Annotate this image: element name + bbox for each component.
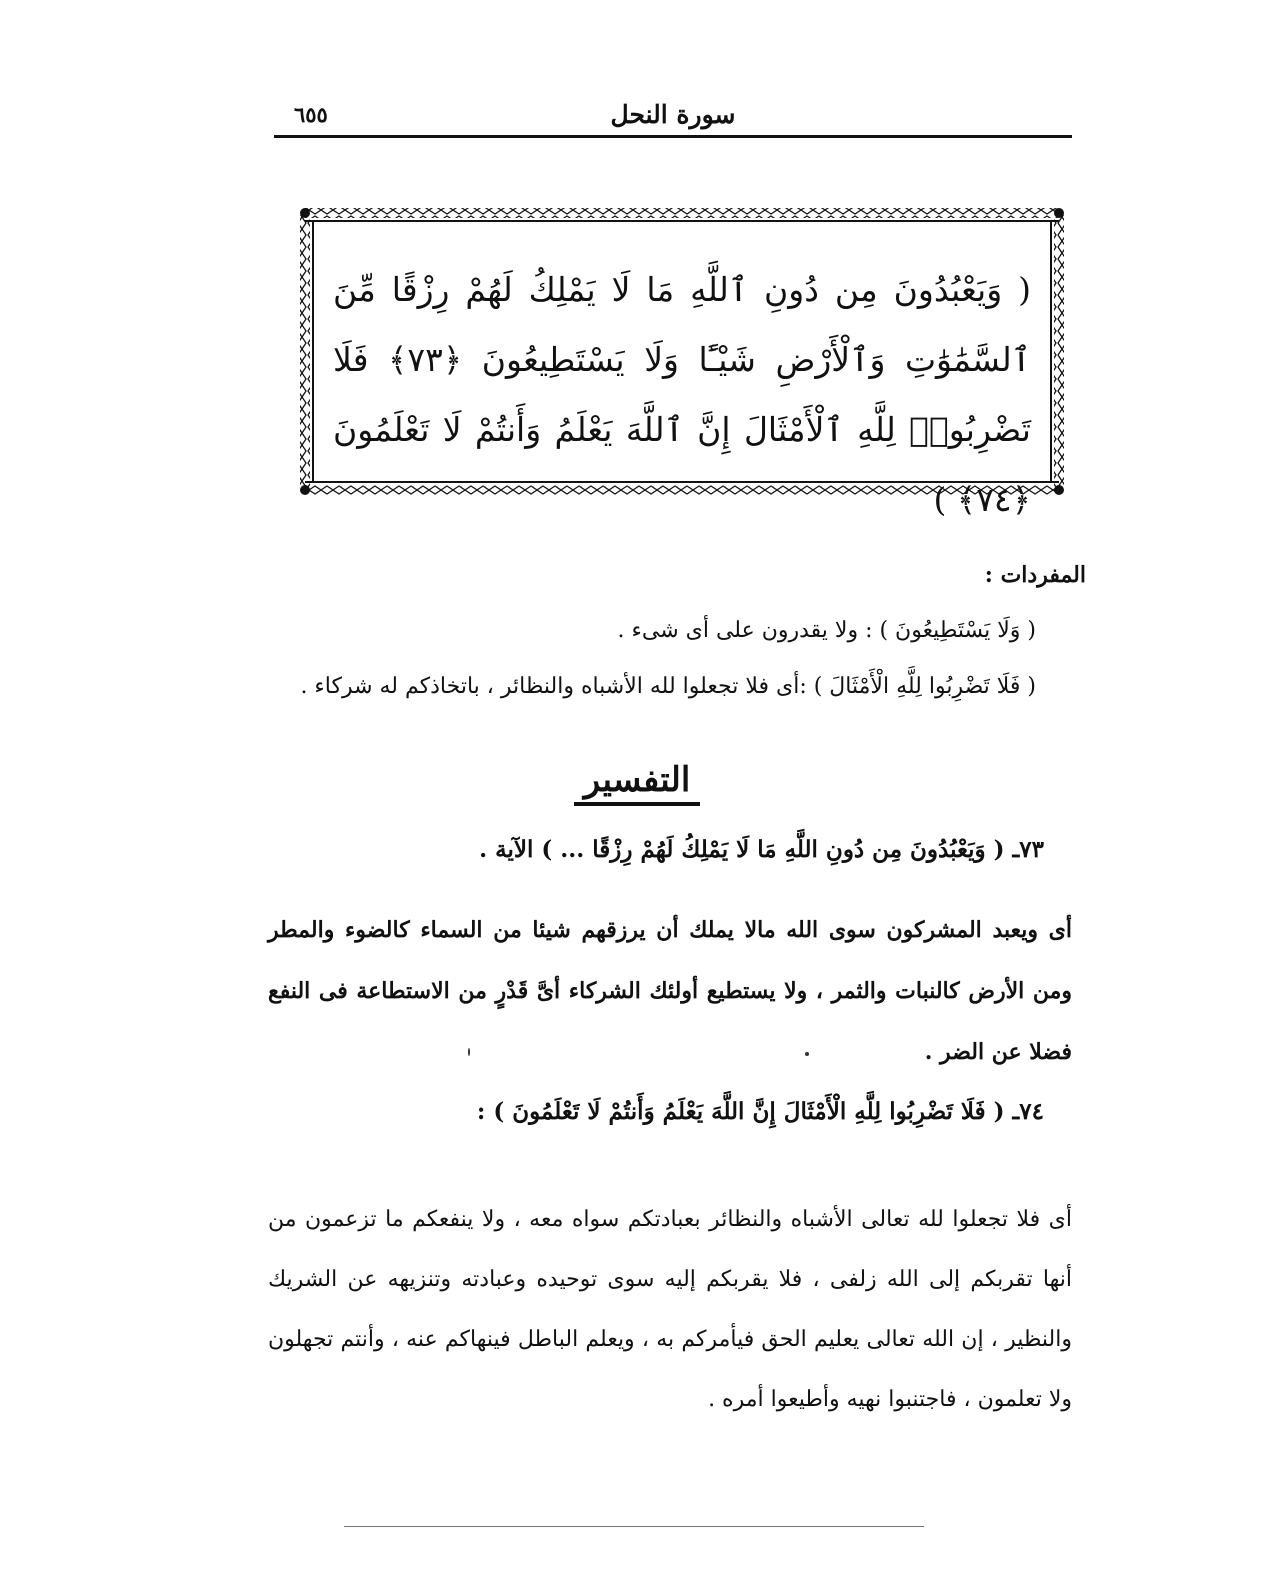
page-number: ٦٥٥ [294,102,328,127]
vocabulary-item: ( فَلَا تَضْرِبُوا لِلَّهِ الْأَمْثَالَ ) :أى فلا تجعلوا لله الأشباه والنظائر ، باتخاذكم له شركاء . [300,674,1036,699]
verse-74-commentary: أى فلا تجعلوا لله تعالى الأشباه والنظائر بعبادتكم سواه معه ، ولا ينفعكم ما تزعمون من أنها تقربكم إلى الله زلفى ، فلا يقربكم إليه سوى توحيده وعبادته وتنزيهه عن الشريك والنظير ، إن الله تعالى يعليم الحق فيأمركم به ، ويعلم الباطل فينهاكم عنه ، وأنتم تجهلون ولا تعلمون ، فاجتنبوا نهيه وأطيعوا أمره . [268,1207,1073,1412]
vocabulary-heading: المفردات : [984,562,1086,588]
scan-speck [468,1048,470,1056]
surah-title: سورة النحل [610,100,736,129]
verse-73-commentary: أى ويعبد المشركون سوى الله مالا يملك أن يرزقهم شيئا من السماء كالضوء والمطر ومن الأرض كالنبات والثمر ، ولا يستطيع أولئك الشركاء أىَّ قَدْرٍ من الاستطاعة فى النفع فضلا عن الضر . [268,917,1072,1065]
footer-rule [344,1526,924,1527]
verse-73-reference: ٧٣ـ ( وَيَعْبُدُونَ مِن دُونِ اللَّهِ مَا لَا يَمْلِكُ لَهُمْ رِزْقًا ... ) الآية . [479,836,1044,863]
scan-speck [805,1052,809,1056]
verse-frame [297,205,1067,519]
page-header [274,92,1072,138]
quran-verse-text: ( وَيَعْبُدُونَ مِن دُونِ ٱللَّهِ مَا لَا يَمْلِكُ لَهُمْ رِزْقًا مِّنَ ٱلسَّمَٰوَٰتِ وَٱلْأَرْضِ شَيْـًٔا وَلَا يَسْتَطِيعُونَ ﴿٧٣﴾ فَلَا تَضْرِبُوا۟ لِلَّهِ ٱلْأَمْثَالَ إِنَّ ٱللَّهَ يَعْلَمُ وَأَنتُمْ لَا تَعْلَمُونَ ﴿٧٤﴾ ) [333,270,1031,519]
vocabulary-item: ( وَلَا يَسْتَطِيعُونَ ) : ولا يقدرون على أى شىء . [617,618,1036,643]
tafsir-heading-block [0,760,1274,806]
header-rule [274,135,1072,138]
verse-74-reference: ٧٤ـ ( فَلَا تَضْرِبُوا لِلَّهِ الْأَمْثَالَ إِنَّ اللَّهَ يَعْلَمُ وَأَنتُمْ لَا تَعْلَمُونَ ) : [476,1098,1044,1125]
tafsir-heading: التفسير [574,760,701,806]
